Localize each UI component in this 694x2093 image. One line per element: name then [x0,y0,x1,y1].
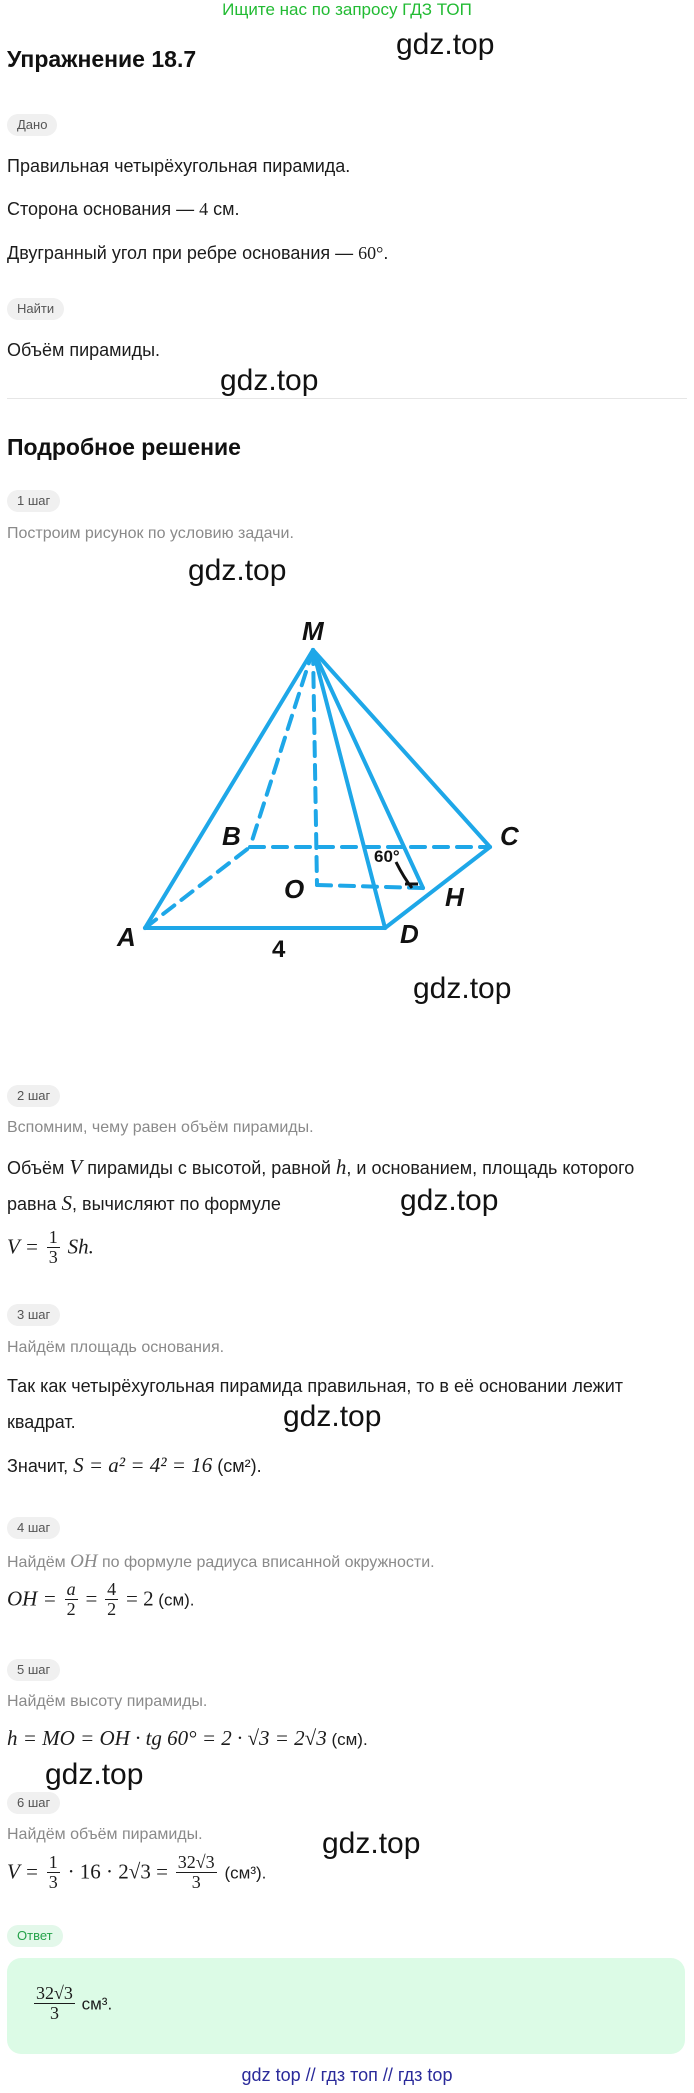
label-m: M [302,616,324,646]
step-2-caption: Вспомним, чему равен объём пирамиды. [7,1119,314,1136]
label-side: 4 [272,936,286,963]
edge-mo-hidden [313,650,317,885]
given-angle-value: 60° [358,243,384,263]
step-2-text-line-1 [7,1155,634,1180]
denominator: 3 [48,1246,58,1267]
step-6-formula [7,1853,266,1893]
given-angle-end: . [383,243,389,263]
step-6-unit: (см³). [224,1863,267,1883]
page-title: Упражнение 18.7 [7,46,197,72]
fraction-a-2 [65,1580,78,1620]
answer-fraction [34,1984,75,2024]
find-chip: Найти [7,298,64,320]
formula-lhs: OH = [7,1586,57,1611]
label-o: O [284,874,305,904]
denominator: 3 [48,1871,58,1892]
fraction-32sqrt3-3 [176,1853,217,1893]
var-h: h [335,1155,347,1179]
numerator: 1 [48,1852,58,1872]
watermark: gdz.top [322,1827,421,1860]
label-d: D [400,919,419,949]
step-3-text-line-1: Так как четырёхугольная пирамида правильная, то в её основании лежит [7,1376,623,1396]
given-line-1: Правильная четырёхугольная пирамида. [7,156,351,176]
formula-rhs: = 2 [125,1586,154,1611]
formula-rhs: Sh. [67,1234,94,1259]
label-c: C [500,821,519,851]
denominator: 3 [34,2003,75,2024]
step-4-caption-a: Найдём [7,1554,71,1571]
edge-mh [313,650,423,888]
step-1-caption: Построим рисунок по условию задачи. [7,525,294,542]
label-a: A [117,922,136,952]
step-3-text-c: Значит, [7,1456,74,1476]
given-line-3 [7,243,388,264]
var-s: S [61,1191,73,1215]
step-2-chip: 2 шаг [7,1085,60,1107]
denominator: 3 [176,1872,217,1893]
step-4-unit: (см). [153,1590,195,1610]
step-2-text-d: равна [7,1194,62,1214]
watermark: gdz.top [220,364,319,397]
step-1-chip: 1 шаг [7,490,60,512]
var-v: V [69,1155,83,1179]
step-3-caption: Найдём площадь основания. [7,1339,225,1356]
watermark: gdz.top [396,28,495,61]
step-6-caption: Найдём объём пирамиды. [7,1826,203,1843]
given-side-text: Сторона основания — [7,199,200,219]
formula-lhs: V = [7,1234,39,1259]
step-2-text-e: , вычисляют по формуле [72,1194,281,1214]
label-h: H [445,882,464,912]
given-chip: Дано [7,114,57,136]
step-5-chip: 5 шаг [7,1659,60,1681]
step-3-unit: (см²). [212,1456,262,1476]
answer-chip: Ответ [7,1925,63,1947]
given-side-unit: см. [208,199,240,219]
watermark: gdz.top [400,1184,499,1217]
answer-value [32,1984,112,2024]
step-5-formula-line [7,1726,368,1751]
numerator: 1 [48,1227,58,1247]
formula-mid: · 16 · 2√3 = [67,1859,168,1884]
formula-lhs: V = [7,1859,39,1884]
watermark: gdz.top [188,554,287,587]
numerator: 32√3 [177,1852,215,1872]
step-2-formula [7,1228,94,1268]
step-6-chip: 6 шаг [7,1792,60,1814]
watermark: gdz.top [45,1758,144,1791]
step-5-unit: (см). [326,1730,368,1749]
step-4-chip: 4 шаг [7,1517,60,1539]
fraction-1-3 [47,1853,60,1893]
step-4-caption-b: по формуле радиуса вписанной окружности. [97,1554,435,1571]
fraction [47,1228,60,1268]
given-side-value: 4 [199,199,209,219]
search-banner: Ищите нас по запросу ГДЗ ТОП [222,0,472,19]
numerator: 32√3 [36,1983,73,2003]
numerator: 4 [107,1579,117,1599]
given-line-2 [7,199,240,220]
step-2-text-b: пирамиды с высотой, равной [82,1158,336,1178]
step-2-text-line-2 [7,1191,281,1216]
step-4-formula [7,1580,195,1620]
step-4-caption [7,1551,435,1573]
step-3-formula-line [7,1453,262,1478]
var-oh: OH [70,1551,98,1572]
denominator: 2 [107,1598,117,1619]
pyramid-figure [100,600,560,970]
equals: = [85,1586,98,1611]
given-angle-text: Двугранный угол при ребре основания — [7,243,359,263]
watermark: gdz.top [283,1400,382,1433]
label-angle: 60° [374,847,400,866]
step-2-text-a: Объём [7,1158,70,1178]
denominator: 2 [66,1598,76,1619]
label-b: B [222,821,241,851]
step-5-caption: Найдём высоту пирамиды. [7,1693,208,1710]
edge-ab-hidden [145,847,250,928]
answer-unit: см³. [76,1994,113,2014]
footer-links[interactable]: gdz top // гдз топ // гдз top [241,2065,453,2085]
solution-title: Подробное решение [7,434,241,460]
edge-mb-hidden [250,650,313,847]
section-divider [7,398,687,399]
step-3-text-line-2: квадрат. [7,1412,76,1432]
find-text: Объём пирамиды. [7,340,161,360]
step-3-chip: 3 шаг [7,1304,60,1326]
step-3-formula: S = a² = 4² = 16 [73,1453,213,1477]
numerator: a [66,1579,76,1599]
fraction-4-2 [105,1580,118,1620]
step-5-formula: h = MO = OH · tg 60° = 2 · √3 = 2√3 [7,1726,327,1750]
step-2-text-c: , и основанием, площадь которого [346,1158,635,1178]
watermark: gdz.top [413,972,512,1005]
